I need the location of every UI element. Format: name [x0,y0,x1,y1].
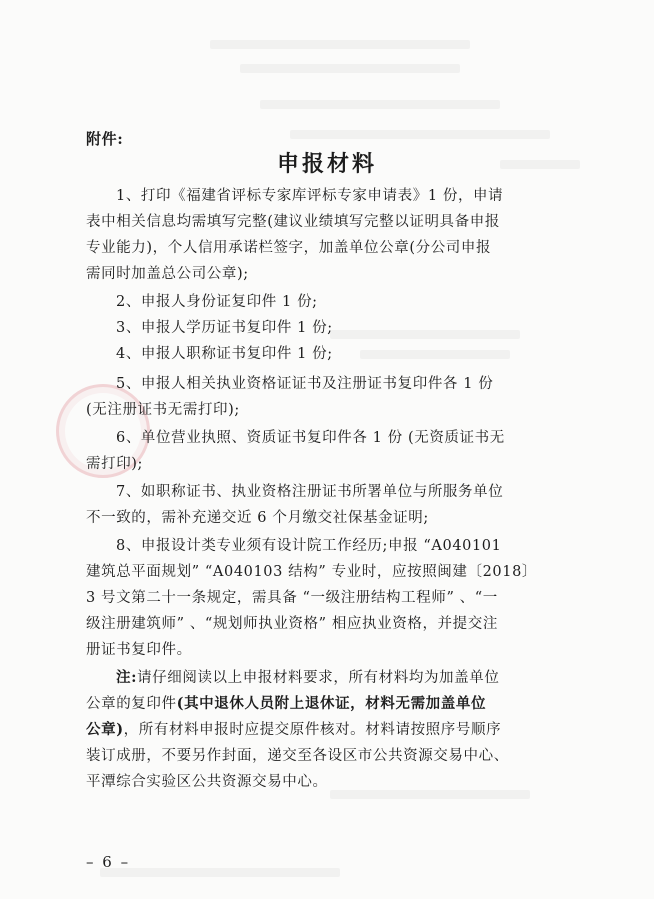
note-label: 注: [116,669,138,686]
note-line-3-bold: 公章) [86,721,124,738]
note-line-2-text: 公章的复印件 [86,696,177,712]
item-6-line-1: 6、单位营业执照、资质证书复印件各 1 份 (无资质证书无 [116,430,505,446]
item-6-line-2: 需打印); [86,456,144,472]
bleed-through-mark [100,868,340,877]
note-line-1 [116,666,499,687]
item-8-line-3: 3 号文第二十一条规定，需具备 “一级注册结构工程师” 、“一 [86,590,498,606]
item-1-line-1: 1、打印《福建省评标专家库评标专家申请表》1 份，申请 [116,188,504,204]
page-title: 申报材料 [276,151,377,177]
note-line-3-text: ，所有材料申报时应提交原件核对。材料请按照序号顺序 [123,722,502,738]
bleed-through-mark [360,350,510,359]
bleed-through-mark [260,100,500,109]
bleed-through-mark [240,64,460,73]
item-2-line-1: 2、申报人身份证复印件 1 份; [116,294,318,310]
item-7-line-1: 7、如职称证书、执业资格注册证书所署单位与所服务单位 [116,484,504,500]
item-4-line-1: 4、申报人职称证书复印件 1 份; [116,346,333,362]
item-3-line-1: 3、申报人学历证书复印件 1 份; [116,320,333,336]
note-line-3 [86,718,501,739]
page-number: – 6 – [86,853,131,871]
item-1-line-3: 专业能力)，个人信用承诺栏签字，加盖单位公章(分公司申报 [86,240,492,256]
item-1-line-2: 表中相关信息均需填写完整(建议业绩填写完整以证明具备申报 [86,214,500,230]
bleed-through-mark [210,40,470,49]
note-line-5: 平潭综合实验区公共资源交易中心。 [86,774,328,790]
note-line-2-bold: (其中退休人员附上退休证，材料无需加盖单位 [176,695,487,712]
bleed-through-mark [290,130,550,139]
bleed-through-mark [330,330,520,339]
note-line-2 [86,692,486,713]
note-line-4: 装订成册，不要另作封面，递交至各设区市公共资源交易中心、 [86,748,509,764]
item-8-line-4: 级注册建筑师” 、“规划师执业资格” 相应执业资格，并提交注 [86,616,498,632]
item-1-line-4: 需同时加盖总公司公章); [86,266,249,282]
attachment-label: 附件: [86,130,124,148]
item-8-line-2: 建筑总平面规划” “A040103 结构” 专业时，应按照闽建〔2018〕 [86,564,537,580]
item-8-line-1: 8、申报设计类专业须有设计院工作经历;申报 “A040101 [116,538,502,554]
bleed-through-mark [330,790,530,799]
item-5-line-1: 5、申报人相关执业资格证证书及注册证书复印件各 1 份 [116,376,494,392]
item-7-line-2: 不一致的，需补充递交近 6 个月缴交社保基金证明; [86,510,429,526]
note-line-1-text: 请仔细阅读以上申报材料要求，所有材料均为加盖单位 [137,670,500,686]
item-5-line-2: (无注册证书无需打印); [86,402,240,418]
item-8-line-5: 册证书复印件。 [86,642,192,658]
